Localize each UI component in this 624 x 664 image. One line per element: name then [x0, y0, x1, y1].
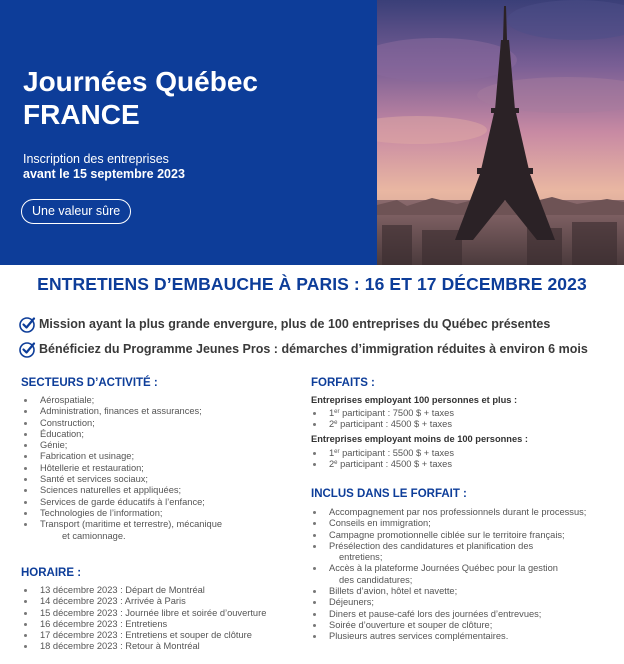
list-item-continuation: et camionnage. [62, 530, 126, 541]
forfaits-group1-title: Entreprises employant 100 personnes et plus : [311, 395, 518, 405]
ordinal: 1 [329, 408, 335, 418]
list-item: Aérospatiale; [22, 395, 292, 406]
list-item: Présélection des candidatures et planification des [311, 541, 616, 552]
hero-title [23, 65, 258, 131]
inclus-title: INCLUS DANS LE FORFAIT : [311, 488, 467, 500]
eiffel-tower-illustration [377, 0, 624, 265]
list-item: Accompagnement par nos professionnels durant le processus; [311, 507, 616, 518]
ordinal-suffix: er [334, 409, 340, 415]
list-item: 14 décembre 2023 : Arrivée à Paris [22, 596, 292, 607]
highlight-text: Bénéficiez du Programme Jeunes Pros : démarches d’immigration réduites à environ 6 mois [39, 342, 588, 356]
ordinal-suffix: e [334, 460, 338, 467]
hero-deadline: avant le 15 septembre 2023 [23, 167, 185, 181]
ordinal: 2 [329, 459, 335, 470]
inclus-list [311, 507, 616, 643]
highlight-row-2 [19, 339, 588, 359]
price-item [311, 459, 611, 470]
list-item: Fabrication et usinage; [22, 451, 292, 462]
list-item: Services de garde éducatifs à l’enfance; [22, 497, 292, 508]
secteurs-list [22, 395, 292, 542]
horaire-list [22, 585, 292, 653]
highlight-row-1 [19, 314, 550, 334]
list-item: 15 décembre 2023 : Journée libre et soirée d’ouverture [22, 608, 292, 619]
hero-panel [0, 0, 377, 265]
ordinal: 2 [329, 419, 335, 430]
list-item: 17 décembre 2023 : Entretiens et souper de clôture [22, 630, 292, 641]
price-item [311, 419, 611, 430]
list-item: Santé et services sociaux; [22, 474, 292, 485]
hero-subtitle [23, 152, 185, 182]
list-item-continuation: entretiens; [339, 552, 383, 563]
secteurs-title: SECTEURS D’ACTIVITÉ : [21, 377, 158, 389]
price-text: participant : 5500 $ + taxes [339, 448, 454, 458]
price-item [311, 448, 611, 459]
list-item: Diners et pause-café lors des journées d’entrevues; [311, 609, 616, 620]
check-circle-icon [19, 316, 36, 333]
list-item: 18 décembre 2023 : Retour à Montréal [22, 641, 292, 652]
hero-banner [0, 0, 624, 265]
ordinal-suffix: e [334, 420, 338, 427]
list-item: Plusieurs autres services complémentaires. [311, 631, 616, 642]
list-item: Campagne promotionnelle ciblée sur le territoire français; [311, 530, 616, 541]
list-item: Hôtellerie et restauration; [22, 463, 292, 474]
highlight-text: Mission ayant la plus grande envergure, plus de 100 entreprises du Québec présentes [39, 317, 551, 331]
price-text: participant : 4500 $ + taxes [337, 419, 452, 430]
ordinal-suffix: er [334, 449, 340, 455]
forfaits-group2-list [311, 448, 611, 471]
hero-title-line1: Journées Québec [23, 66, 258, 97]
list-item: Déjeuners; [311, 597, 616, 608]
event-headline: ENTRETIENS D’EMBAUCHE À PARIS : 16 ET 17 DÉCEMBRE 2023 [37, 274, 587, 294]
price-item [311, 408, 611, 419]
forfaits-title: FORFAITS : [311, 377, 375, 389]
list-item: Construction; [22, 418, 292, 429]
forfaits-group1-list [311, 408, 611, 431]
list-item-continuation: des candidatures; [339, 574, 413, 585]
forfaits-group2-title: Entreprises employant moins de 100 personnes : [311, 434, 528, 444]
price-text: participant : 4500 $ + taxes [337, 459, 452, 470]
list-item: Génie; [22, 440, 292, 451]
value-pill-button[interactable]: Une valeur sûre [21, 199, 131, 224]
horaire-title: HORAIRE : [21, 567, 82, 579]
hero-subtitle-line1: Inscription des entreprises [23, 152, 169, 166]
eiffel-tower-photo [377, 0, 624, 265]
list-item: Éducation; [22, 429, 292, 440]
list-item: Conseils en immigration; [311, 518, 616, 529]
ordinal: 1 [329, 448, 335, 458]
list-item: Accès à la plateforme Journées Québec pour la gestion [311, 563, 616, 574]
check-circle-icon [19, 341, 36, 358]
list-item: 13 décembre 2023 : Départ de Montréal [22, 585, 292, 596]
list-item: Transport (maritime et terrestre), mécanique [22, 519, 292, 530]
list-item: Administration, finances et assurances; [22, 406, 292, 417]
hero-title-line2: FRANCE [23, 99, 140, 130]
price-text: participant : 7500 $ + taxes [339, 408, 454, 418]
list-item: Technologies de l’information; [22, 508, 292, 519]
list-item: 16 décembre 2023 : Entretiens [22, 619, 292, 630]
list-item: Soirée d’ouverture et souper de clôture; [311, 620, 616, 631]
list-item: Billets d’avion, hôtel et navette; [311, 586, 616, 597]
list-item: Sciences naturelles et appliquées; [22, 485, 292, 496]
